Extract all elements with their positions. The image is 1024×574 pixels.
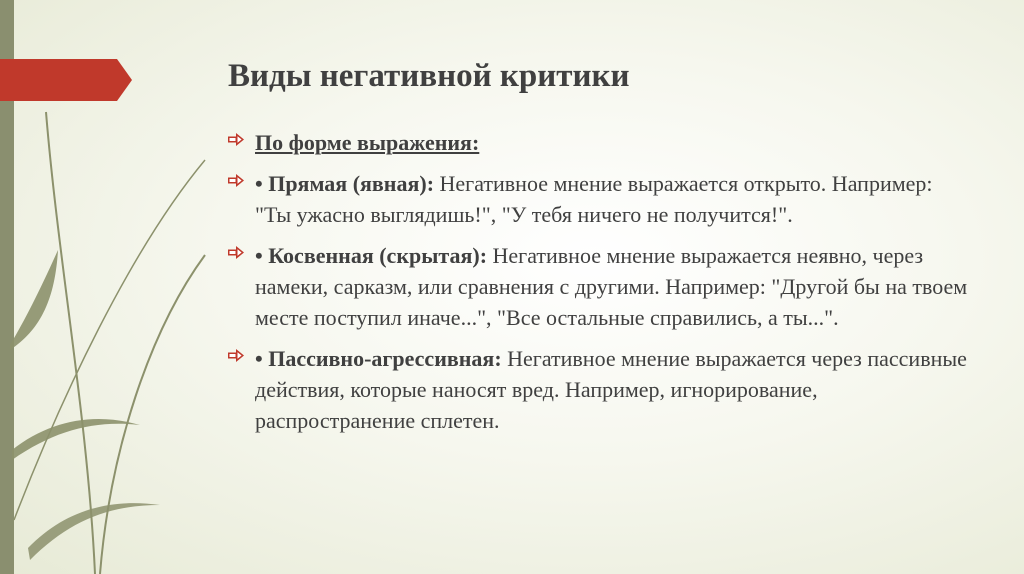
bullet-body: Негативное мнение выражается через пассивные действия, которые наносят вред. Например, игнорирование, распространение сплетен. xyxy=(255,346,967,433)
section-heading: По форме выражения: xyxy=(255,130,480,155)
arrow-right-icon xyxy=(228,246,244,259)
bullet-lead: • Косвенная (скрытая): xyxy=(255,243,488,268)
bullet-list xyxy=(228,127,968,446)
bullet-body: Негативное мнение выражается открыто. Например: "Ты ужасно выглядишь!", "У тебя ничего не получится!". xyxy=(255,171,933,227)
bullet-lead: • Прямая (явная): xyxy=(255,171,435,196)
bullet-direct xyxy=(228,168,968,230)
bullet-indirect xyxy=(228,240,968,333)
title-accent-tab xyxy=(0,59,135,101)
arrow-right-icon xyxy=(228,349,244,362)
slide-title: Виды негативной критики xyxy=(228,58,630,94)
arrow-right-icon xyxy=(228,133,244,146)
bullet-heading xyxy=(228,127,968,158)
bullet-body: Негативное мнение выражается неявно, через намеки, сарказм, или сравнения с другими. Например: "Другой бы на твоем месте поступил иначе...", "Все остальные справились, а ты...". xyxy=(255,243,968,330)
arrow-right-icon xyxy=(228,174,244,187)
bullet-passive-aggressive xyxy=(228,343,968,436)
bullet-lead: • Пассивно-агрессивная: xyxy=(255,346,502,371)
